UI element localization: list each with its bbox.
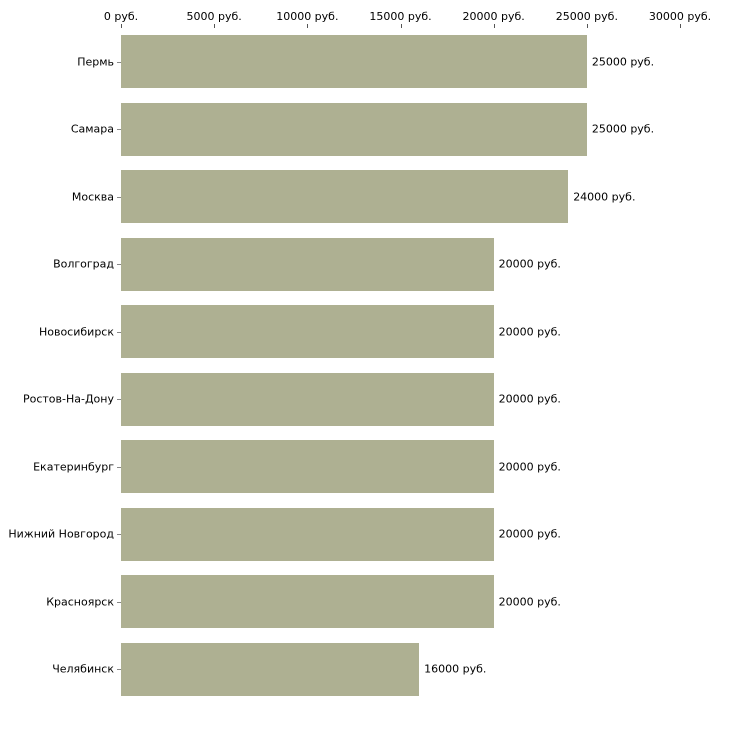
bar-row bbox=[121, 305, 680, 358]
category-row bbox=[0, 298, 121, 366]
bar-value-label: 25000 руб. bbox=[591, 122, 655, 136]
category-row bbox=[0, 501, 121, 569]
category-label: Красноярск bbox=[46, 595, 114, 609]
bar[interactable] bbox=[121, 103, 587, 156]
bar-value-label: 24000 руб. bbox=[573, 190, 636, 204]
bar[interactable] bbox=[121, 238, 494, 291]
bar[interactable] bbox=[121, 643, 419, 696]
category-row bbox=[0, 28, 121, 96]
x-axis-tick-label: 10000 руб. bbox=[276, 10, 339, 23]
bar-row bbox=[121, 643, 680, 696]
category-label: Нижний Новгород bbox=[8, 527, 114, 541]
bar[interactable] bbox=[121, 508, 494, 561]
bar-row bbox=[121, 440, 680, 493]
category-row bbox=[0, 96, 121, 164]
category-label: Москва bbox=[71, 190, 114, 204]
category-label: Ростов-На-Дону bbox=[22, 392, 114, 406]
bar-value-label: 20000 руб. bbox=[498, 257, 561, 271]
x-axis-tick-label: 25000 руб. bbox=[555, 10, 618, 23]
bar-row bbox=[121, 373, 680, 426]
bar[interactable] bbox=[121, 35, 587, 88]
x-axis-tick-label: 30000 руб. bbox=[648, 10, 712, 23]
x-axis-tick-label: 5000 руб. bbox=[186, 10, 242, 23]
category-row bbox=[0, 231, 121, 299]
bar-row bbox=[121, 575, 680, 628]
category-label: Екатеринбург bbox=[33, 460, 114, 474]
bar[interactable] bbox=[121, 440, 494, 493]
bar-row bbox=[121, 508, 680, 561]
bar[interactable] bbox=[121, 170, 568, 223]
bar-row bbox=[121, 103, 680, 156]
bar[interactable] bbox=[121, 305, 494, 358]
category-label: Челябинск bbox=[52, 662, 114, 676]
bar[interactable] bbox=[121, 373, 494, 426]
bar-row bbox=[121, 238, 680, 291]
category-label: Самара bbox=[70, 122, 114, 136]
bar-value-label: 20000 руб. bbox=[498, 325, 561, 339]
bar-value-label: 20000 руб. bbox=[498, 527, 561, 541]
category-row bbox=[0, 163, 121, 231]
category-label: Волгоград bbox=[53, 257, 114, 271]
category-row bbox=[0, 636, 121, 704]
bar-value-label: 20000 руб. bbox=[498, 392, 561, 406]
category-label: Пермь bbox=[77, 55, 114, 69]
bar-value-label: 16000 руб. bbox=[424, 662, 487, 676]
category-axis bbox=[0, 28, 121, 703]
category-row bbox=[0, 366, 121, 434]
bar-row bbox=[121, 35, 680, 88]
category-label: Новосибирск bbox=[38, 325, 114, 339]
bar[interactable] bbox=[121, 575, 494, 628]
x-axis-tick-label: 20000 руб. bbox=[462, 10, 525, 23]
category-row bbox=[0, 568, 121, 636]
bar-value-label: 20000 руб. bbox=[498, 460, 561, 474]
bar-value-label: 25000 руб. bbox=[591, 55, 655, 69]
plot-area bbox=[121, 28, 680, 703]
bar-row bbox=[121, 170, 680, 223]
x-axis-tick-label: 0 руб. bbox=[103, 10, 139, 23]
gridline bbox=[680, 28, 681, 703]
bar-value-label: 20000 руб. bbox=[498, 595, 561, 609]
x-axis-tick-label: 15000 руб. bbox=[369, 10, 432, 23]
category-row bbox=[0, 433, 121, 501]
